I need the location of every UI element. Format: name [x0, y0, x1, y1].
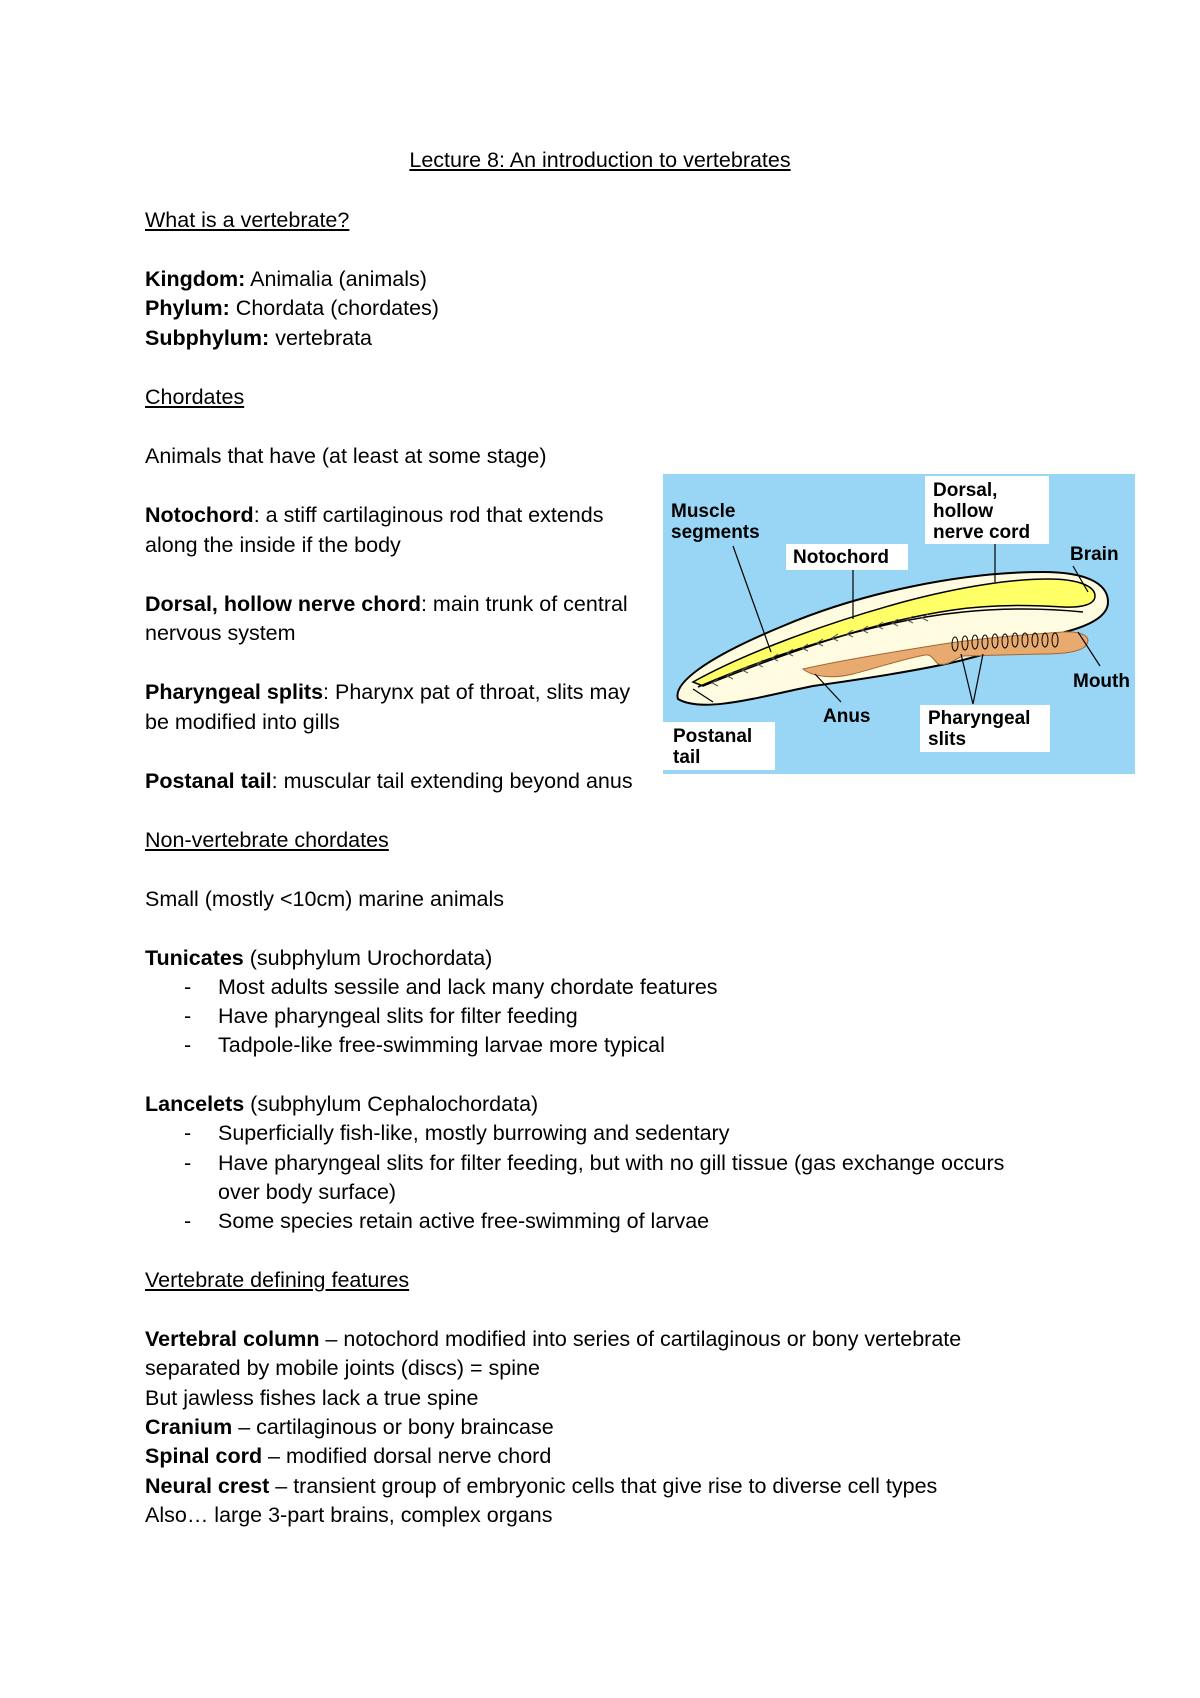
dorsal-label: Dorsal, hollow nerve chord	[145, 592, 421, 616]
page-title: Lecture 8: An introduction to vertebrates	[409, 148, 791, 172]
notochord-line1: Notochord: a stiff cartilaginous rod that extends	[145, 503, 604, 527]
neural-label: Neural crest	[145, 1474, 270, 1498]
jawless-line: But jawless fishes lack a true spine	[145, 1386, 479, 1410]
vertebral-label: Vertebral column	[145, 1327, 320, 1351]
label-brain: Brain	[1070, 544, 1119, 565]
chordates-intro: Animals that have (at least at some stage)	[145, 444, 547, 468]
dorsal-line1: Dorsal, hollow nerve chord: main trunk of central	[145, 592, 628, 616]
label-pharyngeal-slits: Pharyngeal slits	[928, 708, 1031, 750]
dorsal-line2: nervous system	[145, 621, 296, 645]
vertebral-line1: Vertebral column – notochord modified into series of cartilaginous or bony vertebrate	[145, 1327, 962, 1351]
notochord-label: Notochord	[145, 503, 254, 527]
postanal-line1: Postanal tail: muscular tail extending beyond anus	[145, 769, 633, 793]
kingdom-label: Kingdom:	[145, 267, 246, 291]
phylum-label: Phylum:	[145, 296, 230, 320]
tunicates-label: Tunicates	[145, 946, 244, 970]
label-anus: Anus	[823, 706, 871, 727]
label-dorsal-nerve-cord: Dorsal, hollow nerve cord	[933, 480, 1031, 543]
section-heading-defining-features: Vertebrate defining features	[145, 1268, 410, 1292]
notochord-line2: along the inside if the body	[145, 533, 401, 557]
postanal-label: Postanal tail	[145, 769, 272, 793]
lancelets-list-item-continuation: over body surface)	[218, 1180, 397, 1204]
subphylum-line	[145, 324, 372, 353]
phylum-value: Chordata (chordates)	[229, 296, 439, 320]
lancelets-heading: Lancelets (subphylum Cephalochordata)	[145, 1092, 539, 1116]
cranium-label: Cranium	[145, 1415, 233, 1439]
tunicates-heading: Tunicates (subphylum Urochordata)	[145, 946, 493, 970]
spinal-label: Spinal cord	[145, 1444, 263, 1468]
chordate-anatomy-diagram	[663, 474, 1135, 774]
subphylum-value: vertebrata	[269, 326, 372, 350]
spinal-line: Spinal cord – modified dorsal nerve chord	[145, 1444, 552, 1468]
also-line: Also… large 3-part brains, complex organs	[145, 1503, 553, 1527]
section-heading-chordates: Chordates	[145, 385, 245, 409]
label-postanal-tail: Postanal tail	[673, 726, 753, 768]
neural-line: Neural crest – transient group of embryonic cells that give rise to diverse cell types	[145, 1474, 938, 1498]
cranium-line: Cranium – cartilaginous or bony braincase	[145, 1415, 554, 1439]
phylum-line	[145, 294, 439, 323]
label-muscle-segments: Muscle segments	[671, 501, 760, 543]
pharyngeal-line2: be modified into gills	[145, 710, 340, 734]
kingdom-line	[145, 265, 427, 294]
section-heading-non-vertebrate: Non-vertebrate chordates	[145, 828, 389, 852]
pharyngeal-label: Pharyngeal splits	[145, 680, 324, 704]
kingdom-value: Animalia (animals)	[245, 267, 427, 291]
section-heading-what-is: What is a vertebrate?	[145, 208, 350, 232]
lancelets-label: Lancelets	[145, 1092, 245, 1116]
label-notochord: Notochord	[793, 547, 890, 568]
vertebral-line2: separated by mobile joints (discs) = spine	[145, 1356, 540, 1380]
subphylum-label: Subphylum:	[145, 326, 270, 350]
label-mouth: Mouth	[1073, 671, 1130, 692]
non-vertebrate-intro: Small (mostly <10cm) marine animals	[145, 887, 505, 911]
pharyngeal-line1: Pharyngeal splits: Pharynx pat of throat, slits may	[145, 680, 631, 704]
